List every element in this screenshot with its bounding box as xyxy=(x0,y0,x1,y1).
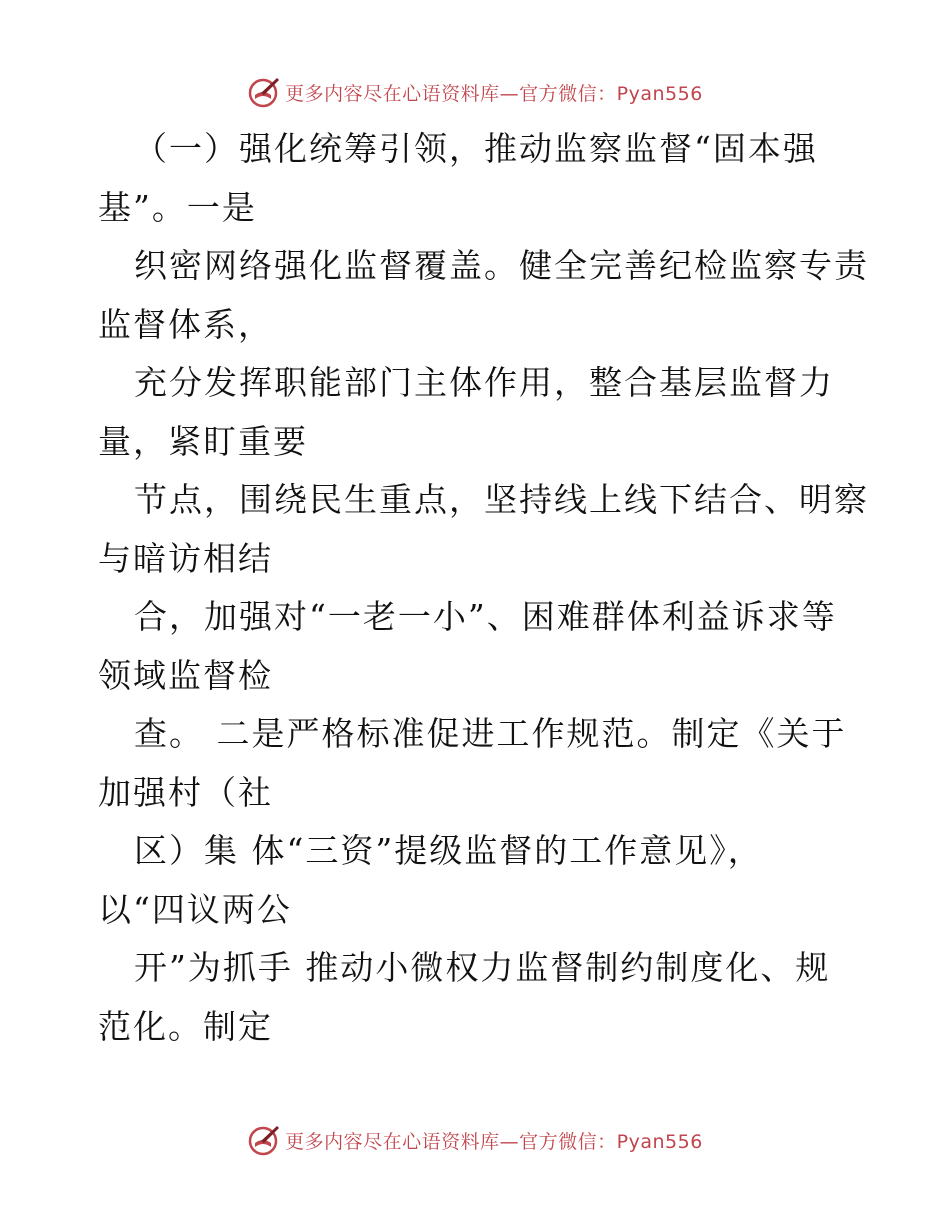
body-line: 量，紧盯重要 xyxy=(98,421,308,461)
body-line: 织密网络强化监督覆盖。健全完善纪检监察专责 xyxy=(134,246,869,285)
body-line: 与暗访相结 xyxy=(98,538,273,578)
body-line: 加强村（社 xyxy=(98,772,273,812)
body-line: 合，加强对“一老一小”、困难群体利益诉求等 xyxy=(134,597,837,636)
document-body xyxy=(98,120,869,1056)
watermark-text: 更多内容尽在心语资料库—官方微信：Pyan556 xyxy=(285,82,703,105)
footer-watermark xyxy=(0,1120,950,1160)
body-line: 区）集 体“三资”提级监督的工作意见》， xyxy=(134,831,763,870)
body-line: 充分发挥职能部门主体作用，整合基层监督力 xyxy=(134,363,834,402)
body-line: 范化。制定 xyxy=(98,1006,273,1046)
body-line: 监督体系， xyxy=(98,304,273,344)
body-line: 领域监督检 xyxy=(98,655,273,695)
body-line: 基”。一是 xyxy=(98,187,257,227)
book-pen-icon xyxy=(247,75,281,109)
body-line: 以“四议两公 xyxy=(98,889,292,929)
header-watermark xyxy=(0,72,950,112)
body-line: 节点，围绕民生重点，坚持线上线下结合、明察 xyxy=(134,480,869,519)
body-line: 查。 二是严格标准促进工作规范。制定《关于 xyxy=(134,714,847,753)
body-line: 开”为抓手 推动小微权力监督制约制度化、规 xyxy=(134,948,831,987)
body-line: （一）强化统筹引领，推动监察监督“固本强 xyxy=(134,129,818,168)
book-pen-icon xyxy=(247,1123,281,1157)
watermark-text: 更多内容尽在心语资料库—官方微信：Pyan556 xyxy=(285,1130,703,1153)
